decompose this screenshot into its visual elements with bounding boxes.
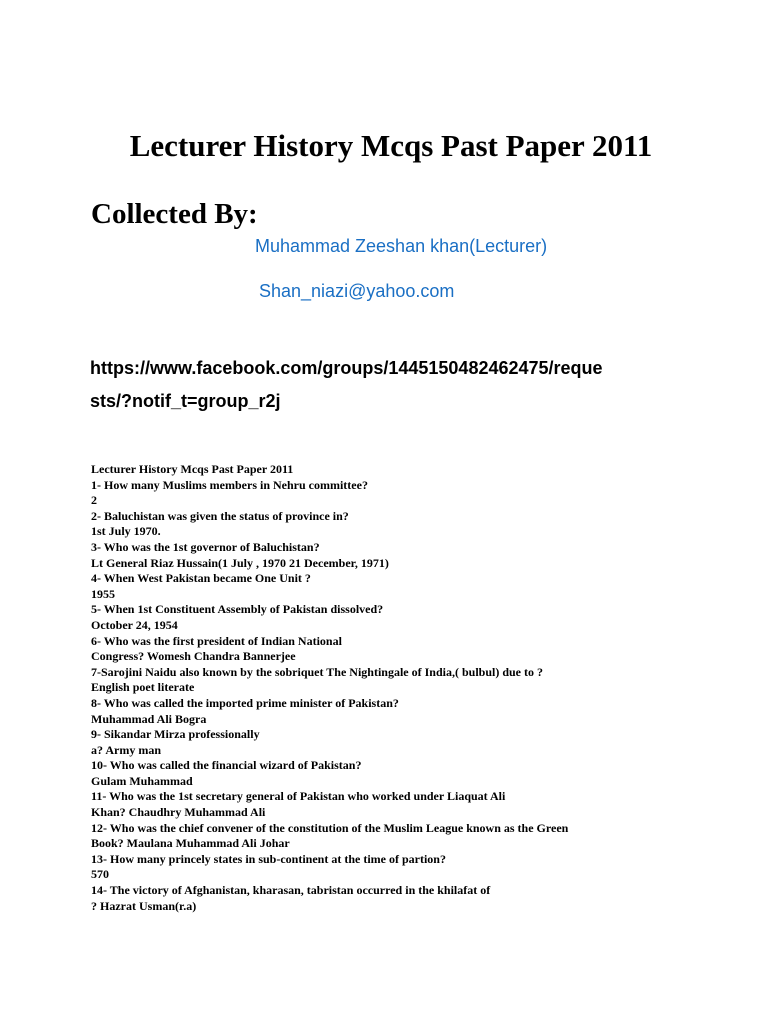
mcq-line: 14- The victory of Afghanistan, kharasan, tabristan occurred in the khilafat of — [91, 883, 491, 898]
mcq-line: Khan? Chaudhry Muhammad Ali — [91, 805, 266, 820]
mcq-line: Book? Maulana Muhammad Ali Johar — [91, 836, 290, 851]
mcq-line: a? Army man — [91, 742, 161, 757]
mcq-line: 12- Who was the chief convener of the constitution of the Muslim League known as the Green — [91, 820, 569, 835]
mcq-line: 6- Who was the first president of Indian National — [91, 633, 342, 648]
author-name: Muhammad Zeeshan khan(Lecturer) — [255, 236, 548, 256]
facebook-group-url — [90, 352, 670, 418]
mcq-line: 1- How many Muslims members in Nehru committee? — [91, 477, 368, 492]
mcq-line: 1st July 1970. — [91, 524, 161, 539]
mcq-line: 13- How many princely states in sub-continent at the time of partion? — [91, 851, 446, 866]
author-email: Shan_niazi@yahoo.com — [259, 281, 455, 301]
facebook-url-line: https://www.facebook.com/groups/1445150482462475/reque — [90, 358, 603, 378]
collected-by-heading: Collected By: — [91, 198, 258, 230]
mcq-line: 1955 — [91, 586, 115, 601]
mcq-line: 2 — [91, 493, 97, 508]
mcq-line: Gulam Muhammad — [91, 773, 193, 788]
mcq-list — [91, 462, 711, 914]
mcq-line: 9- Sikandar Mirza professionally — [91, 727, 260, 742]
facebook-url-line: sts/?notif_t=group_r2j — [90, 391, 281, 411]
mcq-line: 4- When West Pakistan became One Unit ? — [91, 571, 311, 586]
mcq-line: Muhammad Ali Bogra — [91, 711, 207, 726]
mcq-line: Lecturer History Mcqs Past Paper 2011 — [91, 462, 294, 476]
mcq-line: 3- Who was the 1st governor of Baluchistan? — [91, 539, 320, 554]
mcq-line: Congress? Womesh Chandra Bannerjee — [91, 649, 296, 664]
mcq-line: ? Hazrat Usman(r.a) — [91, 898, 197, 913]
mcq-line: 10- Who was called the financial wizard of Pakistan? — [91, 758, 362, 773]
mcq-line: 8- Who was called the imported prime minister of Pakistan? — [91, 695, 399, 710]
mcq-line: Lt General Riaz Hussain(1 July , 1970 21 December, 1971) — [91, 555, 389, 570]
mcq-line: 5- When 1st Constituent Assembly of Pakistan dissolved? — [91, 602, 384, 617]
document-title: Lecturer History Mcqs Past Paper 2011 — [129, 128, 653, 163]
mcq-line: 2- Baluchistan was given the status of province in? — [91, 508, 349, 523]
mcq-line: English poet literate — [91, 680, 195, 695]
mcq-line: 11- Who was the 1st secretary general of Pakistan who worked under Liaquat Ali — [91, 789, 506, 804]
mcq-line: 570 — [91, 867, 109, 882]
mcq-line: 7-Sarojini Naidu also known by the sobriquet The Nightingale of India,( bulbul) due to ? — [91, 664, 543, 679]
mcq-line: October 24, 1954 — [91, 617, 178, 632]
